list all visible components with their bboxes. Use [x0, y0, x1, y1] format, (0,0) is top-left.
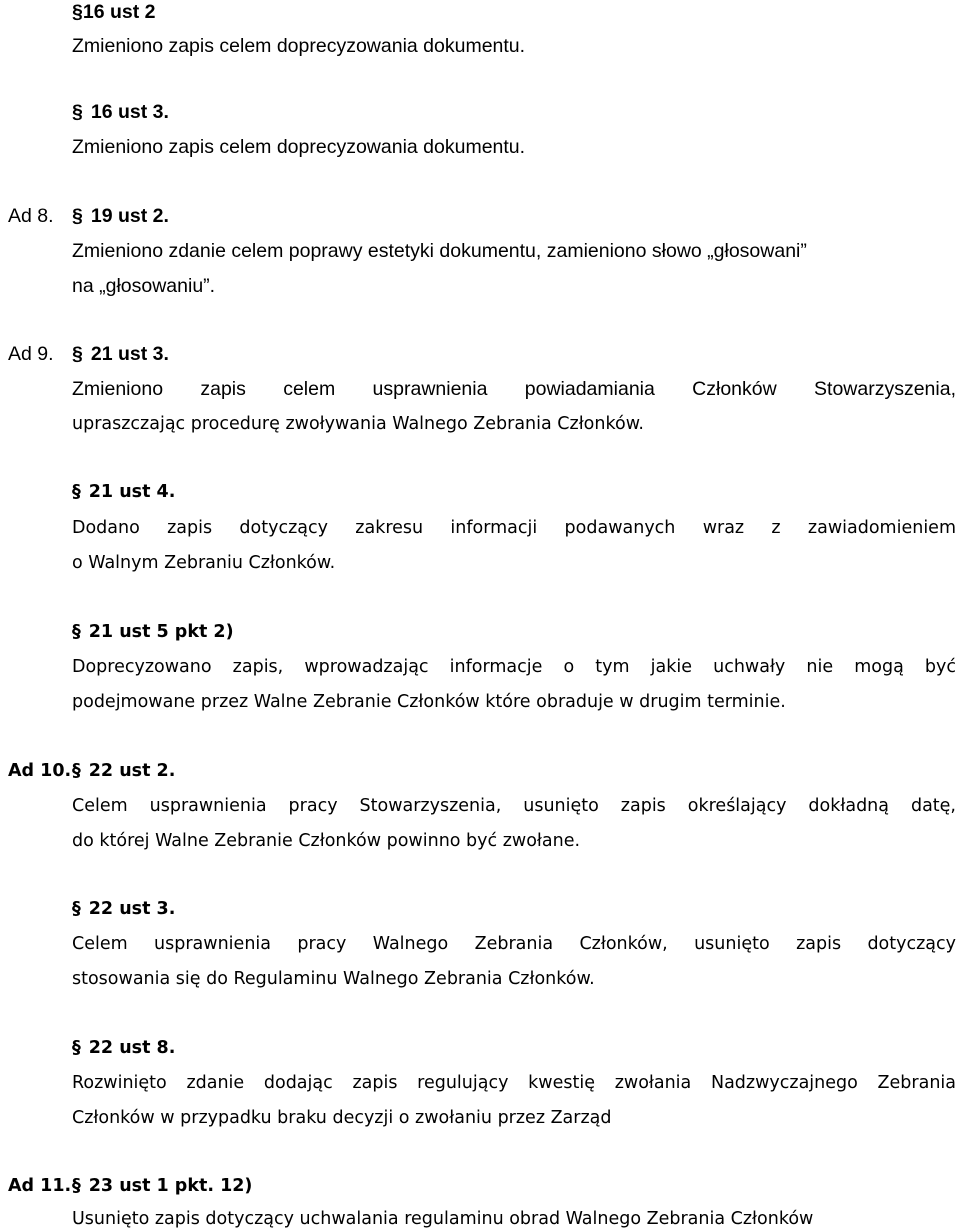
section-heading: § 21 ust 3.	[72, 343, 169, 365]
ad-label: Ad 11.	[8, 1176, 72, 1196]
section-symbol: §	[72, 1, 83, 23]
section-symbol: §	[72, 343, 83, 365]
section-heading: § 21 ust 4.	[72, 482, 176, 502]
section-heading: § 23 ust 1 pkt. 12)	[72, 1176, 253, 1196]
section-description: Zmieniono zapis celem doprecyzowania dokumentu.	[72, 35, 526, 57]
section-heading: § 16 ust 3.	[72, 101, 169, 123]
section-description: Zmieniono zapis celem usprawnienia powiadamiania Członków Stowarzyszenia,	[72, 378, 956, 400]
section-description: Członków w przypadku braku decyzji o zwołaniu przez Zarząd	[72, 1108, 612, 1128]
section-symbol: §	[72, 1176, 81, 1196]
section-heading: § 22 ust 8.	[72, 1038, 176, 1058]
section-heading: § 19 ust 2.	[72, 205, 169, 227]
section-description: podejmowane przez Walne Zebranie Członków które obraduje w drugim terminie.	[72, 692, 786, 712]
section-description: Zmieniono zapis celem doprecyzowania dokumentu.	[72, 136, 526, 158]
ad-label: Ad 8.	[8, 205, 54, 227]
section-description: Rozwinięto zdanie dodając zapis regulujący kwestię zwołania Nadzwyczajnego Zebrania	[72, 1073, 956, 1093]
section-description: Dodano zapis dotyczący zakresu informacji podawanych wraz z zawiadomieniem	[72, 518, 956, 538]
section-description: upraszczając procedurę zwoływania Walnego Zebrania Członków.	[72, 414, 644, 434]
ad-label: Ad 9.	[8, 343, 54, 365]
section-heading: §16 ust 2	[72, 1, 156, 23]
section-heading: § 21 ust 5 pkt 2)	[72, 622, 234, 642]
section-description: stosowania się do Regulaminu Walnego Zebrania Członków.	[72, 969, 595, 989]
section-symbol: §	[72, 101, 83, 123]
ad-label: Ad 10.	[8, 761, 72, 781]
section-description: Doprecyzowano zapis, wprowadzając informacje o tym jakie uchwały nie mogą być	[72, 657, 956, 677]
section-description: na „głosowaniu”.	[72, 275, 216, 297]
section-description: Celem usprawnienia pracy Stowarzyszenia, usunięto zapis określający dokładną datę,	[72, 796, 956, 816]
section-symbol: §	[72, 899, 81, 919]
section-symbol: §	[72, 761, 81, 781]
section-description: Celem usprawnienia pracy Walnego Zebrania Członków, usunięto zapis dotyczący	[72, 934, 956, 954]
section-symbol: §	[72, 482, 81, 502]
section-heading: § 22 ust 2.	[72, 761, 176, 781]
section-description: o Walnym Zebraniu Członków.	[72, 553, 336, 573]
section-heading: § 22 ust 3.	[72, 899, 176, 919]
section-symbol: §	[72, 205, 83, 227]
section-description: Usunięto zapis dotyczący uchwalania regulaminu obrad Walnego Zebrania Członków	[72, 1209, 814, 1229]
section-description: Zmieniono zdanie celem poprawy estetyki dokumentu, zamieniono słowo „głosowani”	[72, 240, 807, 262]
section-symbol: §	[72, 1038, 81, 1058]
section-symbol: §	[72, 622, 81, 642]
section-description: do której Walne Zebranie Członków powinno być zwołane.	[72, 831, 581, 851]
